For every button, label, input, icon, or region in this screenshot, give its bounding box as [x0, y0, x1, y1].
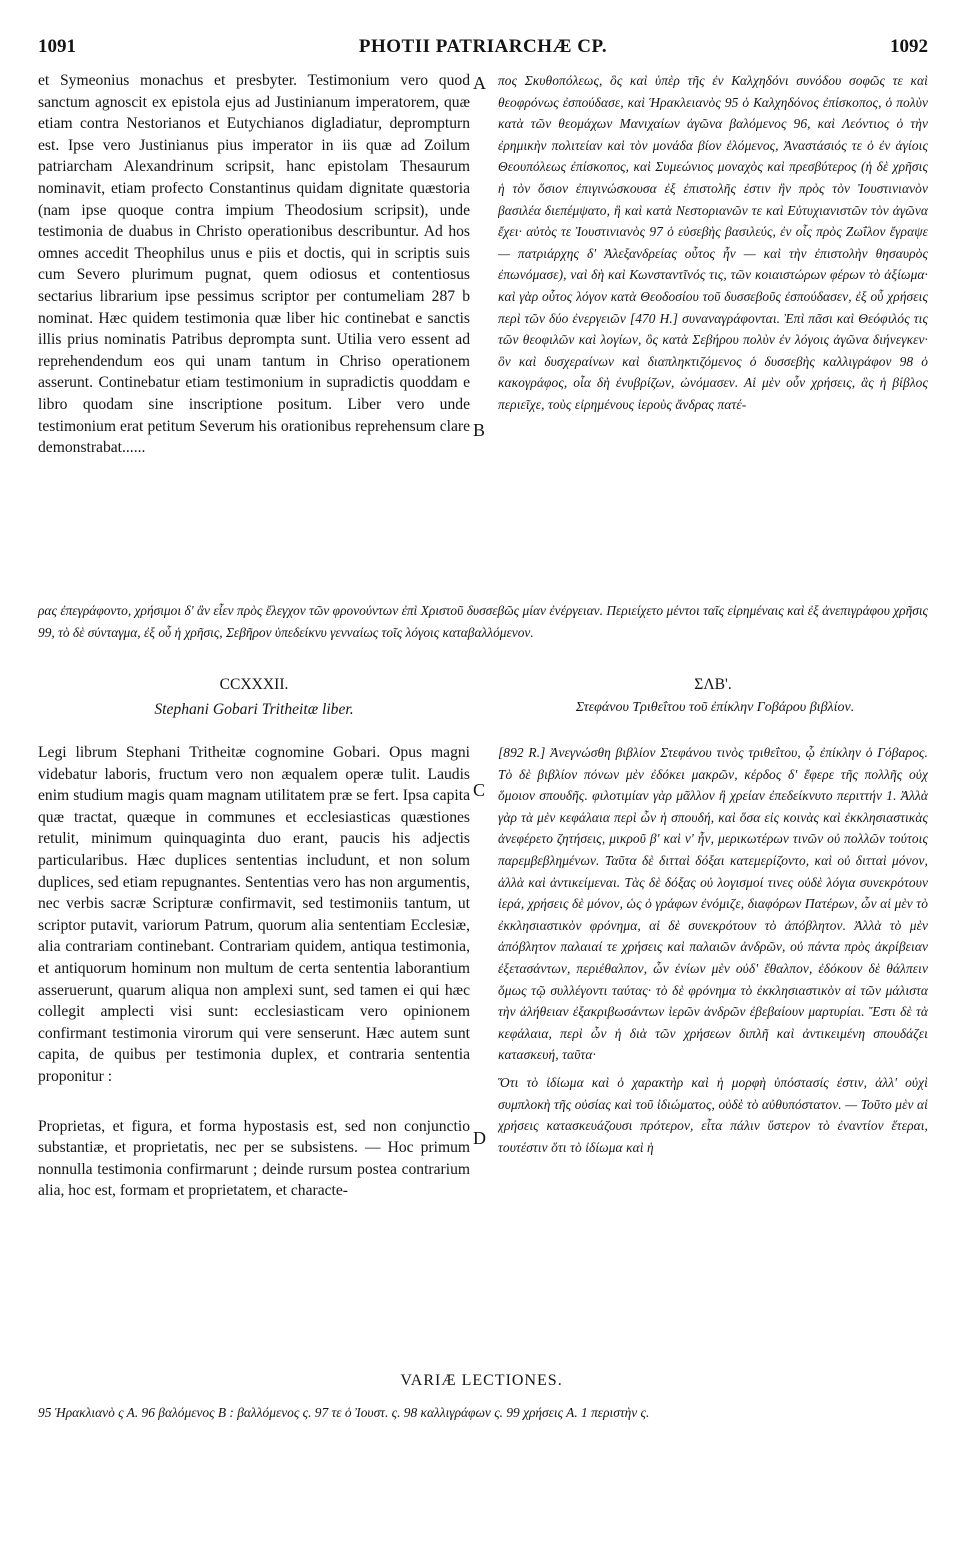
greek-section-number: ΣΛΒ'. [694, 676, 732, 693]
greek-paragraph: πος Σκυθοπόλεως, ὃς καὶ ὑπὲρ τῆς ἐν Καλχηδόνι συνόδου σοφῶς τε καὶ θεοφρόνως ἐσπούδασε, καὶ Ἡρακλειανὸς 95 ὁ Καλχηδόνος ἐπίσκοπος, ὁ πολὺν κατὰ τῶν θεομάχων Μανιχαίων ἀγῶνα βαλόμενος 96, καὶ Λεόντιος ὁ τὴν ἐρημικὴν πολιτείαν καὶ τὸν μονάδα βίον ἑλόμενος, Ἀναστάσιός τε ὁ ἐν ἁγίοις Θεουπόλεως ἐπίσκοπος, καὶ Συμεώνιος μοναχὸς καὶ πρεσβύτερος (ἡ δὲ χρῆσις ἡ τὸν ὅσιον ἐπιγινώσκουσα ἐξ ἐπιστολῆς ἐστιν ἣν πρὸς τὸν Ἰουστινιανὸν βασιλέα διεπέμψατο, ἣ καὶ κατὰ Νεστοριανῶν τε καὶ Εὐτυχιανιστῶν τὸν ἀγῶνα ἔχει· αὐτὸς τε Ἰουστινιανὸς 97 ὁ εὐσεβὴς βασιλεύς, ἐν οἷς πρὸς Ζωΐλον ἔγραψε — πατριάρχης δ' Ἀλεξανδρείας οὗτος ἦν — καὶ τὴν ἐπιστολὴν θησαυρὸς ἐπωνόμασε), ναὶ δὴ καὶ Κωνσταντῖνός τις, τῶν κοιαιστώρων φέρων τὸ ἀξίωμα· καὶ γὰρ οὗτος λόγον κατὰ Θεοδοσίου τοῦ δυσσεβοῦς ἐσπούδασεν, ἐξ οὗ χρήσεις περὶ τῶν δύο ἐνεργειῶν [470 H.] συναναγράφονται. Ἐπὶ πᾶσι καὶ Θεόφιλός τις τῶν θεοφιλῶν καὶ λογίων, ὃς κατὰ Σεβήρου πολὺν ἐν λόγοις ἀγῶνα διήνεγκεν· ὃν καὶ δυσχεραίνων καὶ διαπληκτιζόμενος ὁ δυσσεβὴς καλλιγράφον 98 ὁ κακογράφος, οἷα δὴ ἐνυβρίζων, ὠνόμασεν. Αἱ μὲν οὖν χρήσεις, ἃς ἡ βίβλος περιεῖχε, τοὺς εἰρημένους ἱεροὺς ἄνδρας πατέ- [498, 73, 928, 412]
greek-paragraph: Ὅτι τὸ ἰδίωμα καὶ ὁ χαρακτὴρ καὶ ἡ μορφὴ ὑπόστασίς ἐστιν, ἀλλ' οὐχὶ συμπλοκὴ τῆς οὐσίας καὶ τοῦ ἰδιώματος, οὐδὲ τὸ αὐθυπόστατον. — Τοῦτο μὲν αἱ χρήσεις κατασκευάζουσι πρότερον, εἶτα πάλιν ὕστερον τὸ ἐναντίον ἕτεραι, τουτέστιν ὅτι τὸ ἰδίωμα καὶ ἡ [498, 1074, 928, 1155]
greek-full-width-paragraph: ρας ἐπεγράφοντο, χρήσιμοι δ' ἂν εἶεν πρὸς ἔλεγχον τῶν φρονούντων ἐπὶ Χριστοῦ δυσσεβῶς μίαν ἐνέργειαν. Περιείχετο μέντοι ταῖς εἰρημέναις καὶ ἐξ ἀνεπιγράφου χρῆσις 99, τὸ δὲ σύνταγμα, ἐξ οὗ ἡ χρῆσις, Σεβῆρον ὑπεδείκνυ γενναίως τοῖς λόγοις καταβαλλόμενον. [38, 603, 928, 640]
greek-paragraph: [892 R.] Ἀνεγνώσθη βιβλίον Στεφάνου τινὸς τριθεΐτου, ᾧ ἐπίκλην ὁ Γόβαρος. Τὸ δὲ βιβλίον πόνων μὲν ἐδόκει μακρῶν, κέρδος δ' ἔφερε τῆς πολλῆς οὐχ ὅμοιον σπουδῆς. φιλοτιμίαν γὰρ μᾶλλον ἢ χρείαν ἐπεδείκνυτο περιττήν 1. Ἀλλὰ γὰρ τὰ μὲν κεφάλαια περὶ ὧν ἡ σπουδή, καὶ ὅσα εἰς κοινὰς καὶ ἐκκλησιαστικὰς ἀνεφέρετο ζητήσεις, μικροῦ β' καὶ ν' ἦν, μερικωτέρων τινῶν οὐ πολλῶν τούτοις παρεμβεβλημένων. Ταῦτα δὲ διτταὶ δόξαι κατεμερίζοντο, καὶ οὐ διτταὶ μόνον, ἀλλὰ καὶ ἀντικείμεναι. Τὰς δὲ δόξας οὐ λογισμοί τινες οὐδὲ λόγια συνεκρότουν ἱερά, χρήσεις δὲ μόνον, ὡς ὁ γράφων ἐνόμιζε, διαφόρων Πατέρων, ὧν αἱ μὲν τὸ ἐκκλησιαστικὸν φρόνημα, αἱ δὲ συνεκρότουν τὸ ἀπόβλητον. Ἀλλὰ τὸ μὲν ἀπόβλητον παλαιαί τε χρήσεις καὶ παλαιῶν ἀνδρῶν, οὐ πάντα πρὸς ἀκρίβειαν ἐξετασάντων, περιέθαλπον, ὧν ἐνίων μὲν οὐδ' ἔθαλπον, ἐδόκουν δὲ θάλπειν ὅμως τῷ συλλέγοντι ταύτας· τὸ δὲ φρόνημα τὸ ἐκκλησιαστικὸν αἱ τῶν μάλιστα τὴν ἀλήθειαν ἐξακριβωσάντων ἱερῶν ἀνδρῶν ἐβεβαίουν μαρτυρίαι. Ἔστι δὲ τὰ κεφάλαια, περὶ ὧν ἡ διὰ τῶν χρήσεων διπλῆ καὶ ἀντικειμένη σπουδάζει κατασκευή, ταῦτα· [498, 745, 928, 1063]
latin-paragraph: et Symeonius monachus et presbyter. Testimonium vero quod sanctum agnoscit ex epistola ejus ad Justinianum imperatorem, quæ etiam contra Nestorianos et Eutychianos digladiatur, deprompturn est. Ipse vero Justinianus pius imperator in iis quæ ad Zoilum patriarcham Alexandrinum scripsit, hanc epistolam Thesaurum nominavit, etiam profecto Constantinus quidam dignitate quæstoria (nam ipse quoque contra impium Theodosium scripsit), unde testimonia de duabus in Christo operationibus describuntur. Ad hos omnes accedit Theophilus unus e piis et doctis, qui in scriptis suis cum Severo plurimum pugnat, quem odiosus et contentiosus sectarius librarium ipse pessimus scriptor per contumeliam 287 b nominat. Hæc quidem testimonia quæ liber hic continebat e sanctis illis prius nominatis Patribus deprompta sunt. Utilia vero essent ad reprehendendum eos qui unam tantum in Chriso operationem asserunt. Continebatur etiam testimonium in supradictis quoddam e libro quodam sine inscriptione positum. Liber vero unde testimonium erat petitum Severum his orationibus reprehensum clare demonstrabat...... [38, 72, 470, 457]
running-title: PHOTII PATRIARCHÆ CP. [358, 36, 608, 57]
variae-lectiones-title: VARIÆ LECTIONES. [400, 1372, 563, 1389]
margin-marker-c: C [473, 780, 486, 800]
latin-paragraph: Proprietas, et figura, et forma hypostasis est, sed non conjunctio substantiæ, et proprietatis, nec per se subsistens. — Hoc primum nonnulla testimonia confirmarunt ; deinde rursum postea contrarium alia, hoc est, formam et proprietatem, et characte- [38, 1117, 470, 1200]
latin-column-top [38, 70, 470, 598]
latin-paragraph: Legi librum Stephani Tritheitæ cognomine Gobari. Opus magni videbatur laboris, fructum vero non æqualem operæ tulit. Laudis enim studium magis quam magnam utilitatem præ se fert. Ipsa capita quæ tractat, quæque in communes et ecclesiasticas quæstiones retulit, minimum quinquaginta duo erant, paucis his adjectis particularibus. Hæc duplices sententias includunt, et non solum duplices, sed etiam repugnantes. Sententias vero has non argumentis, nec verbis sacræ Scripturæ confirmavit, sed testimoniis tantum, ut scriptor putavit, variorum Patrum, quorum alia sententiam Ecclesiæ, alia contrariam continebant. Contrariam quidem, antiqua testimonia, et antiquorum hominum non multum de certa sententia laborantium asseruerunt, quarum aliqua non amplexi sunt, sed tamen ei qui hæc collegit amplecti visi sunt: ecclesiasticam vero opinionem confirmant testimonia virorum qui vere senserunt. Hæc autem sunt capita, de quibus per testimonia duplex, et contraria sententia proponitur : [38, 744, 470, 1085]
greek-column-top [498, 70, 928, 598]
right-column-number: 1092 [890, 36, 928, 57]
greek-section-title: Στεφάνου Τριθεΐτου τοῦ ἐπίκλην Γοβάρου βιβλίον. [575, 700, 855, 715]
latin-section-number: CCXXXII. [219, 676, 289, 693]
latin-section-title: Stephani Gobari Tritheitæ liber. [154, 701, 354, 718]
margin-marker-a: A [473, 73, 486, 93]
variae-lectiones-text: 95 Ἡρακλιανὸ ς Α. 96 βαλόμενος Β : βαλλόμενος ς. 97 τε ὁ Ἰουστ. ς. 98 καλλιγράφων ς. 99 χρήσεις Α. 1 περιστὴν ς. [38, 1405, 650, 1420]
margin-marker-b: B [473, 420, 486, 440]
page-header [38, 36, 928, 66]
left-column-number: 1091 [38, 36, 76, 57]
margin-marker-d: D [473, 1128, 486, 1148]
